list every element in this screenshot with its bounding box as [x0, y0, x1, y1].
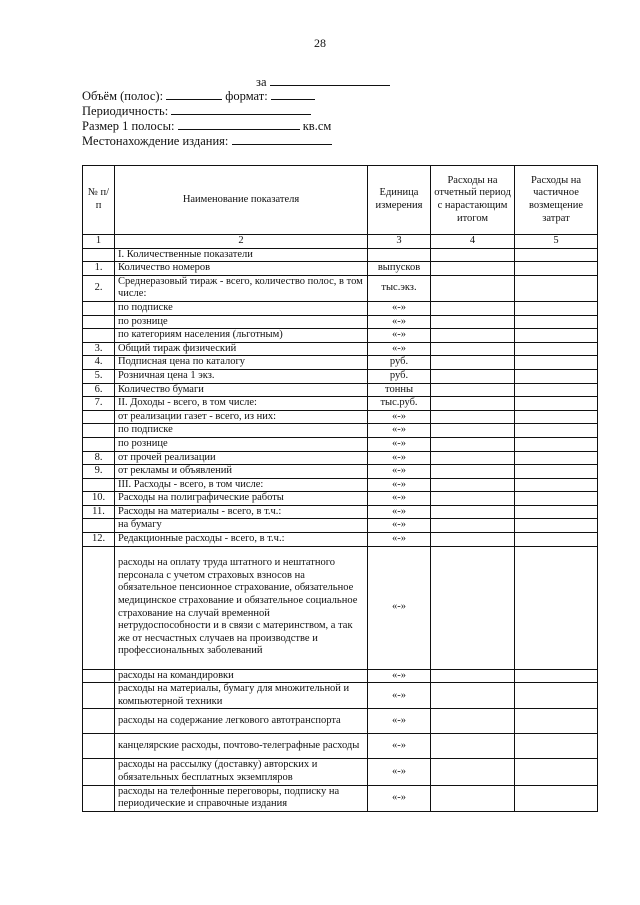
expenses-cell[interactable] — [431, 397, 515, 411]
row-num: 8. — [83, 451, 115, 465]
compensation-cell[interactable] — [515, 356, 598, 370]
row-unit: «-» — [368, 315, 431, 329]
row-unit: «-» — [368, 437, 431, 451]
row-num: 2. — [83, 275, 115, 301]
table-row — [83, 709, 598, 734]
row-name: Количество бумаги — [115, 383, 368, 397]
row-num: 9. — [83, 465, 115, 479]
row-unit — [368, 248, 431, 262]
row-num — [83, 759, 115, 785]
row-unit: «-» — [368, 709, 431, 734]
compensation-cell[interactable] — [515, 329, 598, 343]
row-name: от прочей реализации — [115, 451, 368, 465]
table-row — [83, 275, 598, 301]
table-header-row — [83, 166, 598, 235]
row-unit: тыс.руб. — [368, 397, 431, 411]
period-blank — [270, 74, 390, 86]
header-num: № п/п — [83, 166, 115, 235]
row-name: Подписная цена по каталогу — [115, 356, 368, 370]
row-name: I. Количественные показатели — [115, 248, 368, 262]
compensation-cell[interactable] — [515, 315, 598, 329]
row-name: по подписке — [115, 301, 368, 315]
expenses-cell[interactable] — [431, 669, 515, 683]
row-name: по рознице — [115, 437, 368, 451]
row-num — [83, 734, 115, 759]
page-size-blank — [178, 118, 300, 130]
table-row — [83, 492, 598, 506]
row-name: III. Расходы - всего, в том числе: — [115, 478, 368, 492]
expenses-cell[interactable] — [431, 478, 515, 492]
row-unit: «-» — [368, 546, 431, 669]
table-row — [83, 356, 598, 370]
col-number: 1 — [83, 235, 115, 249]
expenses-cell[interactable] — [431, 301, 515, 315]
table-row — [83, 759, 598, 785]
page-size-unit: кв.см — [302, 119, 332, 133]
row-num — [83, 669, 115, 683]
table-row — [83, 683, 598, 709]
row-name: по рознице — [115, 315, 368, 329]
compensation-cell[interactable] — [515, 669, 598, 683]
expenses-cell[interactable] — [431, 262, 515, 276]
col-number: 5 — [515, 235, 598, 249]
compensation-cell[interactable] — [515, 709, 598, 734]
expenses-cell[interactable] — [431, 248, 515, 262]
row-num — [83, 683, 115, 709]
col-number: 3 — [368, 235, 431, 249]
expenses-cell[interactable] — [431, 759, 515, 785]
expenses-cell[interactable] — [431, 451, 515, 465]
row-name: расходы на содержание легкового автотранспорта — [115, 709, 368, 734]
compensation-cell[interactable] — [515, 424, 598, 438]
compensation-cell[interactable] — [515, 519, 598, 533]
table-row — [83, 424, 598, 438]
header-unit: Единица измерения — [368, 166, 431, 235]
row-name: II. Доходы - всего, в том числе: — [115, 397, 368, 411]
compensation-cell[interactable] — [515, 734, 598, 759]
expenses-cell[interactable] — [431, 533, 515, 547]
row-name: Среднеразовый тираж - всего, количество полос, в том числе: — [115, 275, 368, 301]
table-row — [83, 369, 598, 383]
row-num — [83, 424, 115, 438]
expenses-cell[interactable] — [431, 785, 515, 811]
expenses-cell[interactable] — [431, 369, 515, 383]
table-row — [83, 383, 598, 397]
compensation-cell[interactable] — [515, 533, 598, 547]
location-blank — [232, 133, 332, 145]
row-num: 5. — [83, 369, 115, 383]
row-name: по категориям населения (льготным) — [115, 329, 368, 343]
expenses-cell[interactable] — [431, 465, 515, 479]
location-label: Местонахождение издания: — [82, 134, 229, 148]
compensation-cell[interactable] — [515, 342, 598, 356]
row-unit: руб. — [368, 369, 431, 383]
table-row — [83, 329, 598, 343]
row-num: 3. — [83, 342, 115, 356]
row-unit: «-» — [368, 734, 431, 759]
table-row — [83, 546, 598, 669]
row-name: Редакционные расходы - всего, в т.ч.: — [115, 533, 368, 547]
row-unit: «-» — [368, 329, 431, 343]
row-num — [83, 709, 115, 734]
header-expenses: Расходы на отчетный период с нарастающим итогом — [431, 166, 515, 235]
table-row — [83, 437, 598, 451]
row-unit: руб. — [368, 356, 431, 370]
expenses-cell[interactable] — [431, 546, 515, 669]
location-line — [82, 133, 332, 149]
row-num — [83, 437, 115, 451]
row-num: 12. — [83, 533, 115, 547]
row-name: расходы на телефонные переговоры, подписку на периодические и справочные издания — [115, 785, 368, 811]
row-name: расходы на командировки — [115, 669, 368, 683]
table-row — [83, 519, 598, 533]
row-num: 1. — [83, 262, 115, 276]
compensation-cell[interactable] — [515, 451, 598, 465]
compensation-cell[interactable] — [515, 397, 598, 411]
row-num: 10. — [83, 492, 115, 506]
row-name: на бумагу — [115, 519, 368, 533]
row-num — [83, 410, 115, 424]
row-name: Расходы на материалы - всего, в т.ч.: — [115, 505, 368, 519]
row-unit: «-» — [368, 759, 431, 785]
table-row — [83, 342, 598, 356]
page-size-label: Размер 1 полосы: — [82, 119, 175, 133]
compensation-cell[interactable] — [515, 369, 598, 383]
periodicity-label: Периодичность: — [82, 104, 169, 118]
table-row — [83, 410, 598, 424]
expenses-cell[interactable] — [431, 683, 515, 709]
expenses-cell[interactable] — [431, 275, 515, 301]
compensation-cell[interactable] — [515, 437, 598, 451]
row-unit: «-» — [368, 519, 431, 533]
expenses-cell[interactable] — [431, 356, 515, 370]
za-label: за — [256, 75, 267, 89]
table-row — [83, 478, 598, 492]
row-unit: «-» — [368, 533, 431, 547]
expenses-cell[interactable] — [431, 492, 515, 506]
row-num — [83, 248, 115, 262]
row-unit: тонны — [368, 383, 431, 397]
row-name: канцелярские расходы, почтово-телеграфные расходы — [115, 734, 368, 759]
row-unit: «-» — [368, 451, 431, 465]
expenses-cell[interactable] — [431, 410, 515, 424]
expenses-cell[interactable] — [431, 342, 515, 356]
table-row — [83, 533, 598, 547]
row-unit: тыс.экз. — [368, 275, 431, 301]
compensation-cell[interactable] — [515, 492, 598, 506]
page-size-line — [82, 118, 331, 134]
col-number: 2 — [115, 235, 368, 249]
row-num — [83, 329, 115, 343]
compensation-cell[interactable] — [515, 262, 598, 276]
compensation-cell[interactable] — [515, 505, 598, 519]
row-unit: «-» — [368, 669, 431, 683]
periodicity-line — [82, 103, 311, 119]
compensation-cell[interactable] — [515, 785, 598, 811]
compensation-cell[interactable] — [515, 275, 598, 301]
row-num: 4. — [83, 356, 115, 370]
row-num: 6. — [83, 383, 115, 397]
row-name: Общий тираж физический — [115, 342, 368, 356]
table-row — [83, 451, 598, 465]
compensation-cell[interactable] — [515, 383, 598, 397]
compensation-cell[interactable] — [515, 465, 598, 479]
expenses-cell[interactable] — [431, 709, 515, 734]
row-name: расходы на материалы, бумагу для множительной и компьютерной техники — [115, 683, 368, 709]
expenses-cell[interactable] — [431, 519, 515, 533]
row-name: расходы на оплату труда штатного и нештатного персонала с учетом страховых взносов на обязательное пенсионное страхование, обязательное медицинское страхование и обязательное социальное страхование на случай временной нетрудоспособности и в связи с материнством, а так же от несчастных случаев на производстве и профессиональных заболеваний — [115, 546, 368, 669]
row-unit: «-» — [368, 410, 431, 424]
table-row — [83, 465, 598, 479]
row-unit: «-» — [368, 301, 431, 315]
row-name: Розничная цена 1 экз. — [115, 369, 368, 383]
row-name: Количество номеров — [115, 262, 368, 276]
compensation-cell[interactable] — [515, 478, 598, 492]
row-unit: выпусков — [368, 262, 431, 276]
header-name: Наименование показателя — [115, 166, 368, 235]
row-num — [83, 315, 115, 329]
row-unit: «-» — [368, 342, 431, 356]
compensation-cell[interactable] — [515, 301, 598, 315]
row-unit: «-» — [368, 478, 431, 492]
row-num — [83, 478, 115, 492]
row-num — [83, 546, 115, 669]
row-unit: «-» — [368, 785, 431, 811]
page-number: 28 — [314, 36, 326, 50]
row-name: от рекламы и объявлений — [115, 465, 368, 479]
row-num — [83, 519, 115, 533]
table-row — [83, 262, 598, 276]
compensation-cell[interactable] — [515, 546, 598, 669]
expenses-cell[interactable] — [431, 437, 515, 451]
volume-line — [82, 88, 315, 104]
row-name: по подписке — [115, 424, 368, 438]
table-row — [83, 505, 598, 519]
row-num — [83, 785, 115, 811]
expenses-cell[interactable] — [431, 315, 515, 329]
volume-label: Объём (полос): — [82, 89, 164, 103]
compensation-cell[interactable] — [515, 759, 598, 785]
column-number-row — [83, 235, 598, 249]
row-unit: «-» — [368, 424, 431, 438]
format-blank — [271, 88, 315, 100]
row-unit: «-» — [368, 505, 431, 519]
table-row — [83, 397, 598, 411]
row-unit: «-» — [368, 465, 431, 479]
row-name: расходы на рассылку (доставку) авторских и обязательных бесплатных экземпляров — [115, 759, 368, 785]
expenses-cell[interactable] — [431, 505, 515, 519]
row-unit: «-» — [368, 683, 431, 709]
row-name: от реализации газет - всего, из них: — [115, 410, 368, 424]
table-row — [83, 248, 598, 262]
row-num: 7. — [83, 397, 115, 411]
col-number: 4 — [431, 235, 515, 249]
expenses-cell[interactable] — [431, 383, 515, 397]
table-row — [83, 301, 598, 315]
volume-blank — [166, 88, 222, 100]
compensation-cell[interactable] — [515, 683, 598, 709]
table-row — [83, 315, 598, 329]
header-compensation: Расходы на частичное возмещение затрат — [515, 166, 598, 235]
table-row — [83, 669, 598, 683]
table-row — [83, 785, 598, 811]
expenses-cell[interactable] — [431, 424, 515, 438]
expenses-cell[interactable] — [431, 734, 515, 759]
table-row — [83, 734, 598, 759]
compensation-cell[interactable] — [515, 248, 598, 262]
row-num — [83, 301, 115, 315]
format-label: формат: — [225, 89, 268, 103]
row-unit: «-» — [368, 492, 431, 506]
indicators-table — [82, 165, 598, 812]
periodicity-blank — [171, 103, 311, 115]
compensation-cell[interactable] — [515, 410, 598, 424]
row-name: Расходы на полиграфические работы — [115, 492, 368, 506]
row-num: 11. — [83, 505, 115, 519]
expenses-cell[interactable] — [431, 329, 515, 343]
